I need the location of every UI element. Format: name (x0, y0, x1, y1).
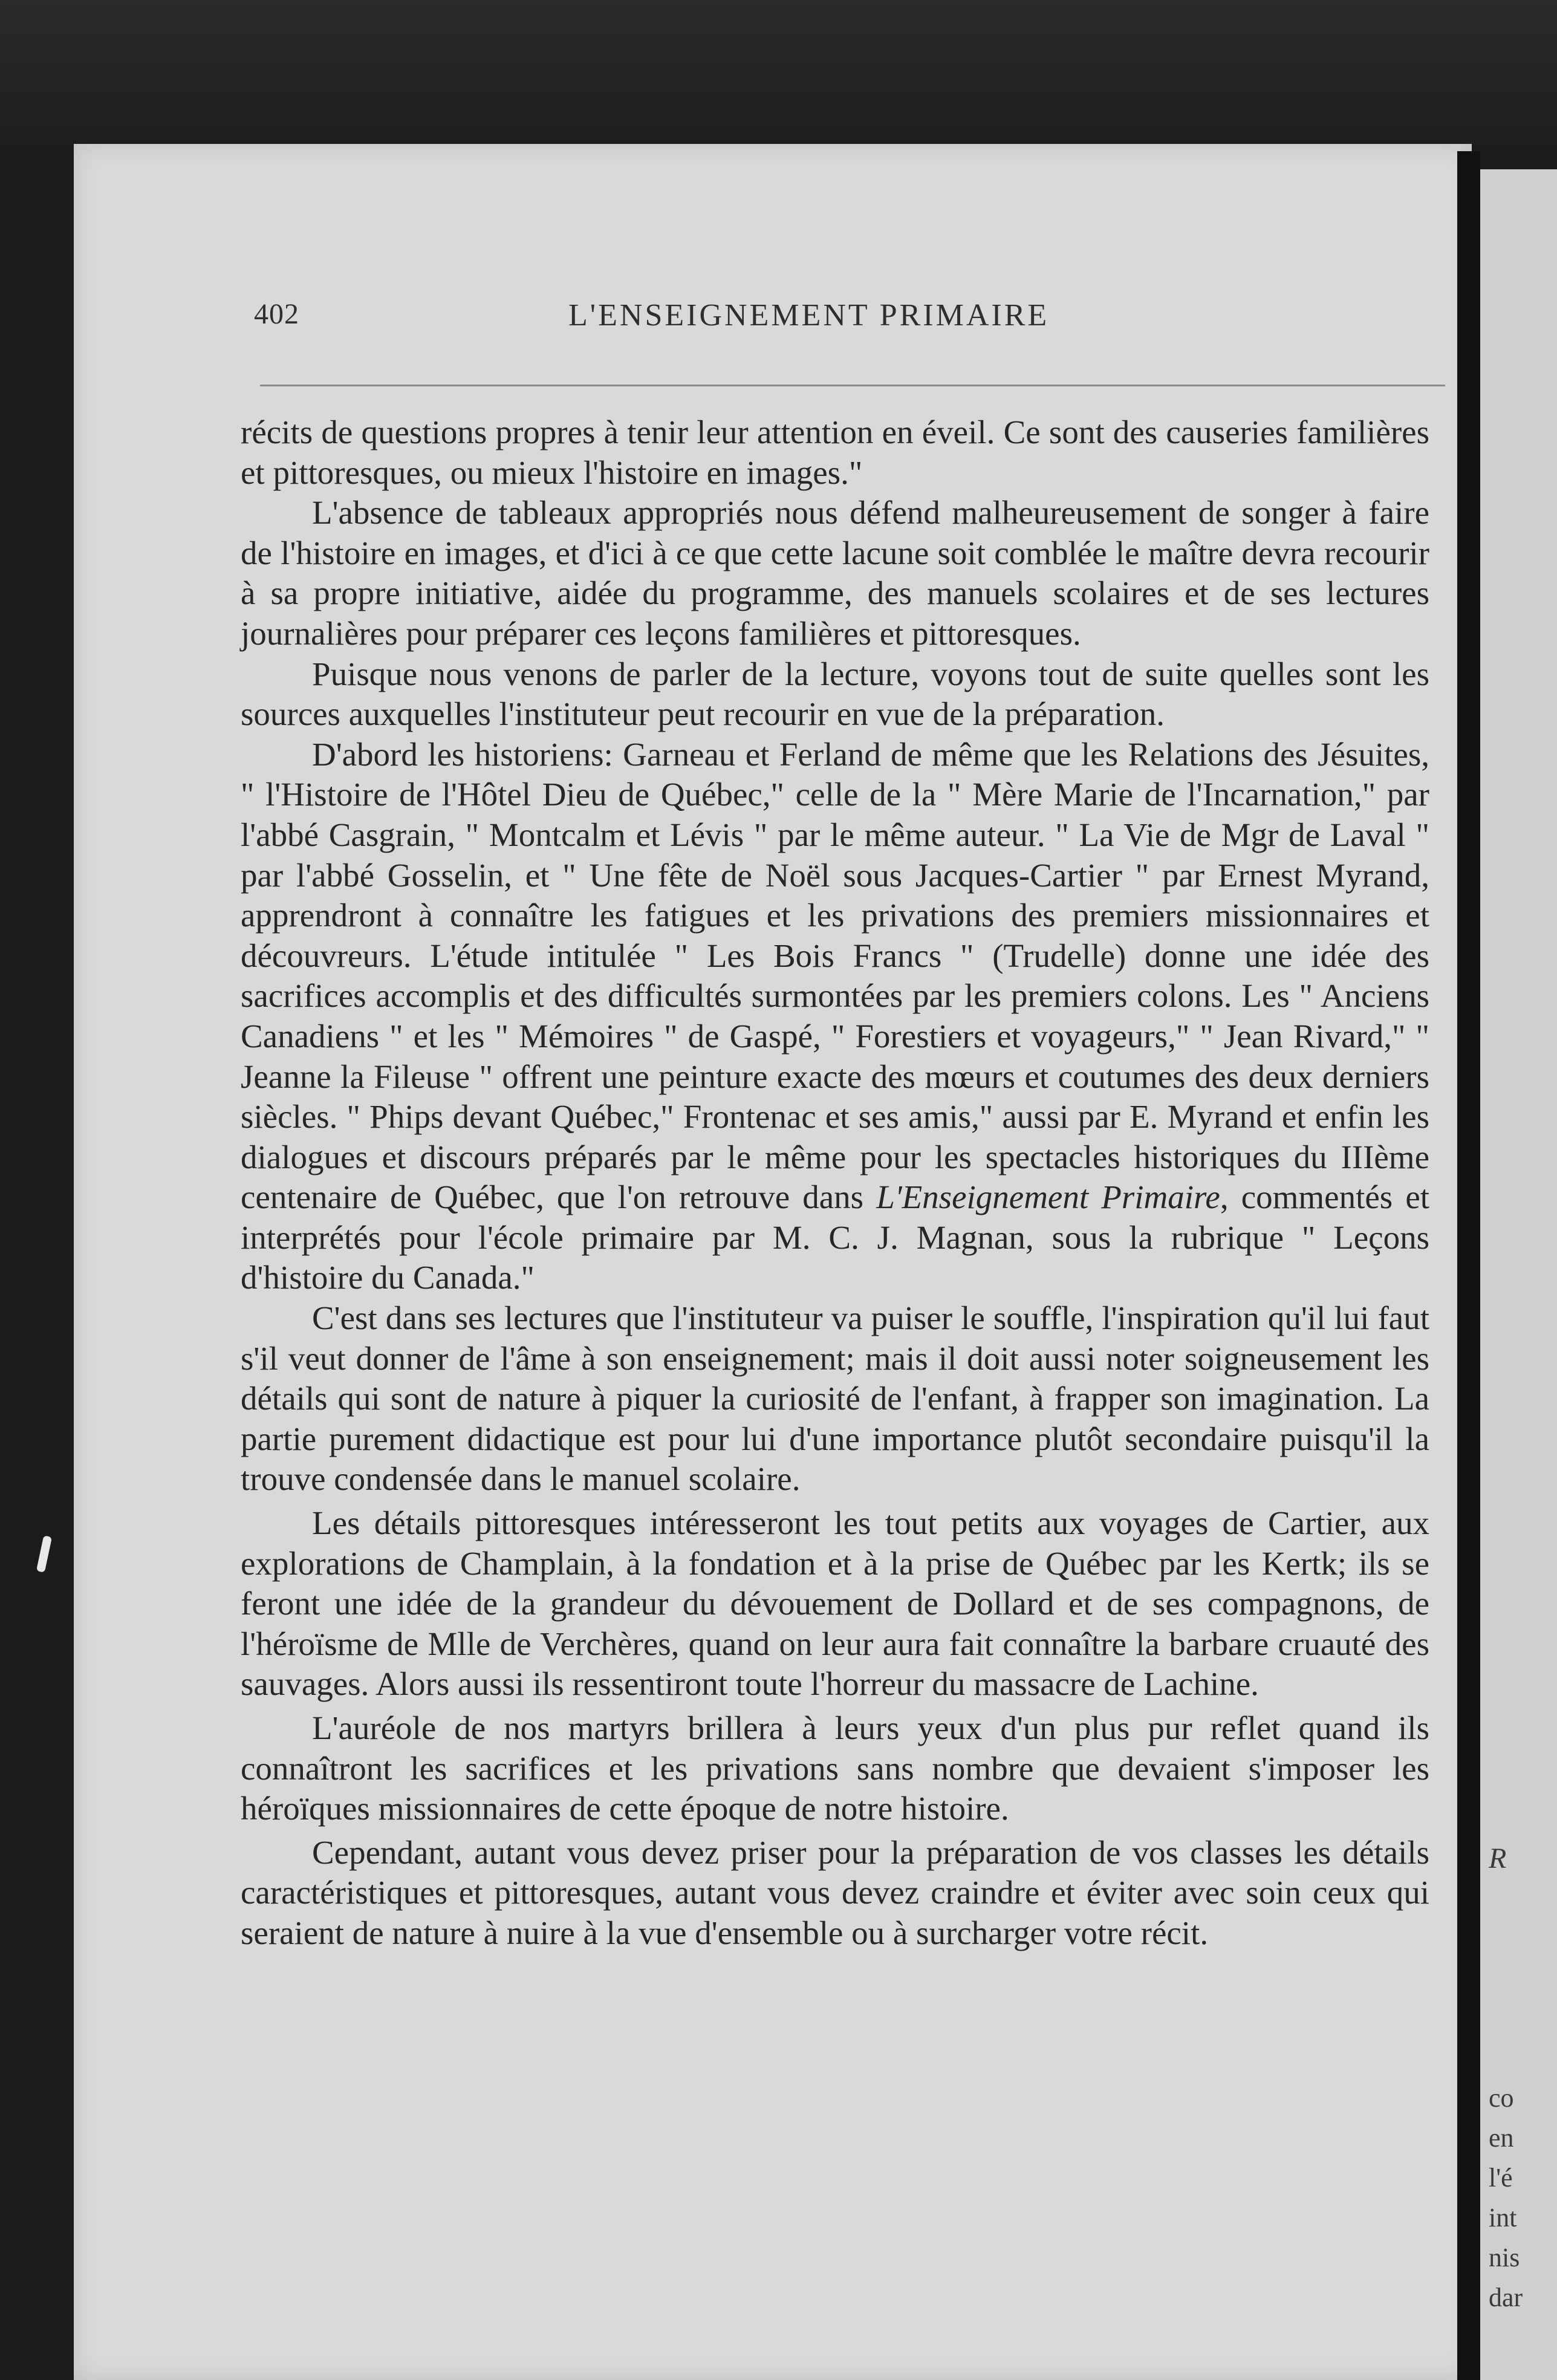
facing-page-fragment: nis (1489, 2243, 1520, 2272)
paragraph: Les détails pittoresques intéresseront les tout petits aux voyages de Cartier, aux explorations de Champlain, à la fondation et à la prise de Québec par les Kertk; ils se feront une idée de la grandeur du dévouement de Dollard et de ses compagnons, de l'héroïsme de Mlle de Verchères, quand on leur aura fait connaître la barbare cruauté des sauvages. Alors aussi ils ressentiront toute l'horreur du massacre de Lachine. (241, 1504, 1429, 1703)
paragraph: L'auréole de nos martyrs brillera à leurs yeux d'un plus pur reflet quand ils connaîtront les sacrifices et les privations sans nombre que devaient s'imposer les héroïques missionnaires de cette époque de notre histoire. (241, 1709, 1429, 1827)
paragraph: Puisque nous venons de parler de la lecture, voyons tout de suite quelles sont les sources auxquelles l'instituteur peut recourir en vue de la préparation. (241, 655, 1429, 733)
paragraph: Cependant, autant vous devez priser pour la préparation de vos classes les détails caractéristiques et pittoresques, autant vous devez craindre et éviter avec soin ceux qui seraient de nature à nuire à la vue d'ensemble ou à surcharger votre récit. (241, 1833, 1429, 1951)
facing-page-fragment: dar (1489, 2283, 1523, 2312)
facing-page-fragment: en (1489, 2123, 1514, 2153)
facing-page-fragment: l'é (1489, 2163, 1513, 2193)
page-number: 402 (254, 298, 299, 330)
scanner-background (0, 0, 1557, 145)
facing-page-edge (1480, 169, 1557, 2380)
paragraph: récits de questions propres à tenir leur attention en éveil. Ce sont des causeries familières et pittoresques, ou mieux l'histoire en images." (241, 414, 1429, 491)
facing-page-fragment: R (1489, 1842, 1507, 1874)
header-rule (260, 385, 1445, 386)
running-title: L'ENSEIGNEMENT PRIMAIRE (568, 298, 1050, 333)
scan-artifact (36, 1535, 52, 1573)
running-head (254, 298, 1463, 346)
paragraph: C'est dans ses lectures que l'instituteur va puiser le souffle, l'inspiration qu'il lui faut s'il veut donner de l'âme à son enseignement; mais il doit aussi noter soigneusement les détails qui sont de nature à piquer la curiosité de l'enfant, à frapper son imagination. La partie purement didactique est pour lui d'une importance plutôt secondaire puisqu'il la trouve condensée dans le manuel scolaire. (241, 1299, 1429, 1498)
body-text (241, 412, 1429, 1954)
paragraph: L'absence de tableaux appropriés nous défend malheureusement de songer à faire de l'histoire en images, et d'ici à ce que cette lacune soit comblée le maître devra recourir à sa propre initiative, aidée du programme, des manuels scolaires et de ses lectures journalières pour préparer ces leçons familières et pittoresques. (241, 494, 1429, 652)
facing-page-fragment: co (1489, 2083, 1514, 2113)
paragraph-text: , commentés et interprétés pour l'école primaire par M. C. J. Magnan, sous la rubrique " Leçons d'histoire du Canada." (241, 1179, 1430, 1296)
journal-title: L'Enseignement Primaire (876, 1179, 1220, 1216)
paragraph (241, 735, 1429, 1298)
book-gutter (1457, 151, 1480, 2380)
paragraph-text: D'abord les historiens: Garneau et Ferland de même que les Relations des Jésuites, " l'Histoire de l'Hôtel Dieu de Québec," celle de la " Mère Marie de l'Incarnation," par l'abbé Casgrain, " Montcalm et Lévis " par le même auteur. " La Vie de Mgr de Laval " par l'abbé Gosselin, et " Une fête de Noël sous Jacques-Cartier " par Ernest Myrand, apprendront à connaître les fatigues et les privations des premiers missionnaires et découvreurs. L'étude intitulée " Les Bois Francs " (Trudelle) donne une idée des sacrifices accomplis et des difficultés surmontées par les premiers colons. Les " Anciens Canadiens " et les " Mémoires " de Gaspé, " Forestiers et voyageurs," " Jean Rivard," " Jeanne la Fileuse " offrent une peinture exacte des mœurs et coutumes des deux derniers siècles. " Phips devant Québec," Frontenac et ses amis," aussi par E. Myrand et enfin les dialogues et discours préparés par le même pour les spectacles historiques du IIIème centenaire de Québec, que l'on retrouve dans (241, 735, 1429, 1216)
facing-page-fragment: int (1489, 2203, 1517, 2232)
